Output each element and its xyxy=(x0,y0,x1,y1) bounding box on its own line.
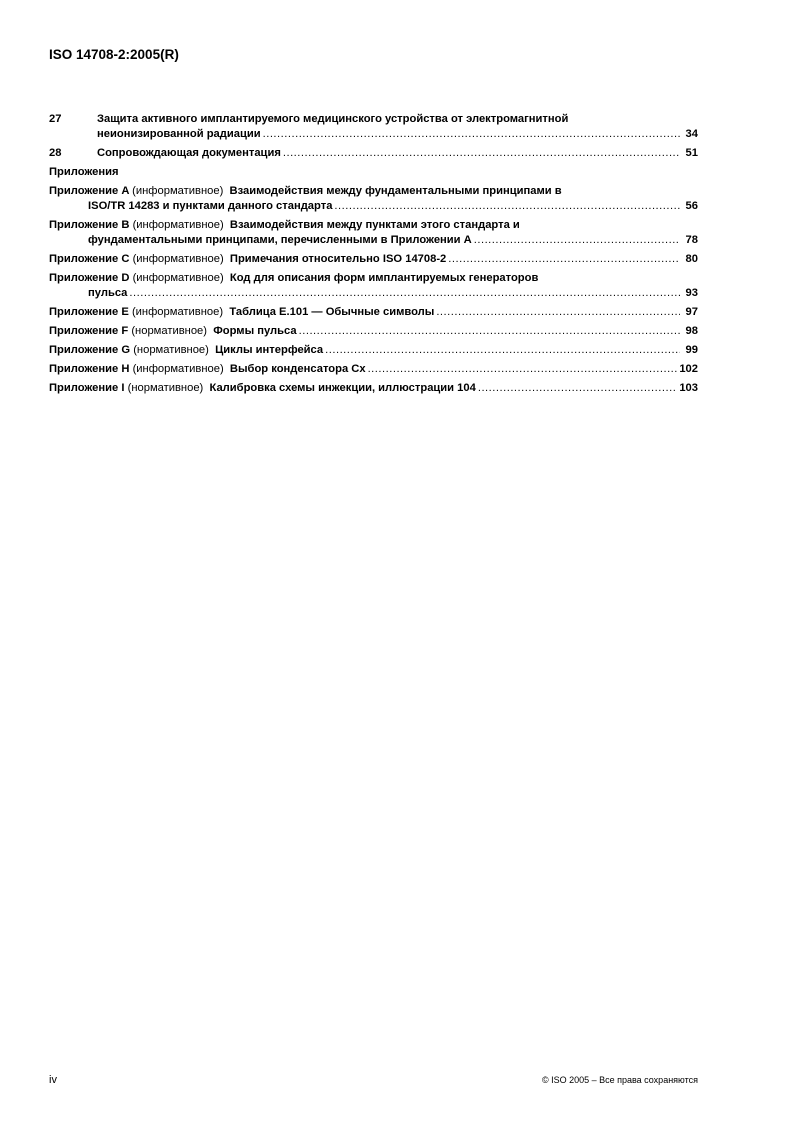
toc-entry-annex-d[interactable] xyxy=(49,271,698,301)
entry-title: Взаимодействия между пунктами этого стандарта и xyxy=(229,219,520,231)
page-number: 97 xyxy=(685,306,698,318)
dot-leader xyxy=(299,324,680,339)
toc-entry-annex-c[interactable] xyxy=(49,252,698,267)
toc-entry-annex-e[interactable] xyxy=(49,305,698,320)
page-number: 98 xyxy=(685,325,698,337)
page-number: 80 xyxy=(685,253,698,265)
toc-entry-annex-a[interactable] xyxy=(49,184,698,214)
entry-title-cont: ISO/TR 14283 и пунктами данного стандарта xyxy=(88,200,333,212)
page-number: 51 xyxy=(685,147,698,159)
toc-entry-annex-h[interactable] xyxy=(49,362,698,377)
toc-entry-annex-g[interactable] xyxy=(49,343,698,358)
annex-label: Приложение A xyxy=(49,185,130,197)
toc-entry-annex-b[interactable] xyxy=(49,218,698,248)
dot-leader xyxy=(325,343,680,358)
annex-label: Приложение C xyxy=(49,253,130,265)
clause-number: 27 xyxy=(49,113,62,125)
page-number: 99 xyxy=(685,344,698,356)
dot-leader xyxy=(263,127,680,142)
entry-title: Выбор конденсатора Cx xyxy=(229,363,366,375)
entry-title: Циклы интерфейса xyxy=(215,344,324,356)
entry-title: Таблица E.101 — Обычные символы xyxy=(229,306,435,318)
toc-entry-annex-i[interactable] xyxy=(49,381,698,396)
annex-label: Приложение E xyxy=(49,306,129,318)
page-number: 103 xyxy=(679,382,698,394)
page-number: 93 xyxy=(685,287,698,299)
entry-title: Код для описания форм имплантируемых генераторов xyxy=(229,272,539,284)
annex-label: Приложение I xyxy=(49,382,125,394)
page-number: 102 xyxy=(679,363,698,375)
toc-entry-27[interactable] xyxy=(49,112,698,142)
dot-leader xyxy=(436,305,680,320)
dot-leader xyxy=(448,252,680,267)
annex-kind: (информативное) xyxy=(132,219,224,231)
entry-title: Взаимодействия между фундаментальными принципами в xyxy=(229,185,562,197)
copyright-notice: © ISO 2005 – Все права сохраняются xyxy=(541,1075,698,1085)
annex-kind: (нормативное) xyxy=(133,344,209,356)
annex-label: Приложение F xyxy=(49,325,129,337)
entry-title-cont: пульса xyxy=(88,287,128,299)
page-number: 56 xyxy=(685,200,698,212)
table-of-contents xyxy=(49,112,698,400)
clause-number: 28 xyxy=(49,147,62,159)
page-number: 34 xyxy=(685,128,698,140)
annex-label: Приложение H xyxy=(49,363,130,375)
entry-title: Примечания относительно ISO 14708-2 xyxy=(229,253,447,265)
entry-title-cont: фундаментальными принципами, перечисленными в Приложении A xyxy=(88,234,472,246)
toc-entry-28[interactable] xyxy=(49,146,698,161)
entry-title: Защита активного имплантируемого медицинского устройства от электромагнитной xyxy=(97,113,569,125)
dot-leader xyxy=(478,381,677,396)
annex-kind: (информативное) xyxy=(132,272,224,284)
document-id: ISO 14708-2:2005(R) xyxy=(49,47,179,62)
annex-label: Приложение D xyxy=(49,272,130,284)
annex-kind: (нормативное) xyxy=(127,382,204,394)
page-number-footer: iv xyxy=(49,1074,57,1086)
annex-kind: (информативное) xyxy=(132,185,224,197)
entry-title-cont: неионизированной радиации xyxy=(97,128,261,140)
annex-label: Приложение G xyxy=(49,344,131,356)
annex-kind: (информативное) xyxy=(131,306,224,318)
dot-leader xyxy=(368,362,678,377)
entry-title: Калибровка схемы инжекции, иллюстрации 104 xyxy=(209,382,476,394)
dot-leader xyxy=(283,146,680,161)
page-number: 78 xyxy=(685,234,698,246)
entry-title: Сопровождающая документация xyxy=(97,147,281,159)
dot-leader xyxy=(334,199,680,214)
annexes-heading: Приложения xyxy=(49,166,119,178)
annex-kind: (информативное) xyxy=(132,253,224,265)
dot-leader xyxy=(129,286,680,301)
dot-leader xyxy=(474,233,680,248)
annex-kind: (нормативное) xyxy=(131,325,207,337)
annex-kind: (информативное) xyxy=(132,363,224,375)
entry-title: Формы пульса xyxy=(213,325,297,337)
toc-entry-annex-f[interactable] xyxy=(49,324,698,339)
annex-label: Приложение B xyxy=(49,219,130,231)
